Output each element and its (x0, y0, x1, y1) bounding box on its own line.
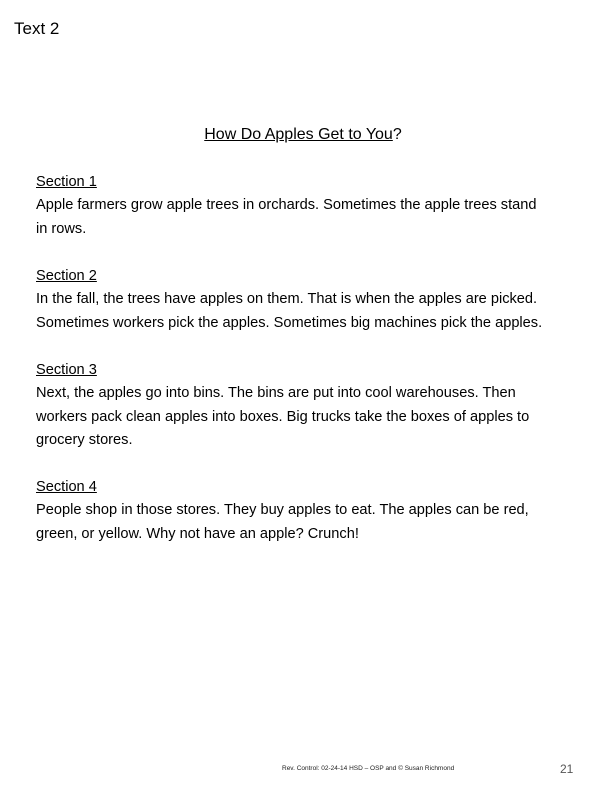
section-line: workers pack clean apples into boxes. Big trucks take the boxes of apples to (36, 408, 530, 425)
section-line: People shop in those stores. They buy apples to eat. The apples can be red, (36, 502, 529, 519)
section-1 (36, 171, 581, 241)
section-3 (36, 359, 581, 453)
section-heading: Section 1 (36, 174, 97, 190)
section-line: In the fall, the trees have apples on them. That is when the apples are picked. (36, 291, 538, 308)
section-line: Apple farmers grow apple trees in orchards. Sometimes the apple trees stand (36, 197, 537, 214)
section-4 (36, 476, 581, 546)
section-line: Sometimes workers pick the apples. Sometimes big machines pick the apples. (36, 314, 543, 331)
title-question-mark: ? (392, 126, 402, 143)
section-line: in rows. (36, 220, 87, 237)
section-line: green, or yellow. Why not have an apple? Crunch! (36, 525, 359, 542)
section-line: Next, the apples go into bins. The bins are put into cool warehouses. Then (36, 385, 516, 402)
section-line: grocery stores. (36, 432, 133, 449)
text-label: Text 2 (14, 19, 60, 38)
footer-revision-text: Rev. Control: 02-24-14 HSD – OSP and © Susan Richmond (282, 765, 455, 772)
section-heading: Section 4 (36, 479, 97, 495)
section-2 (36, 265, 581, 335)
section-heading: Section 2 (36, 268, 97, 284)
title-text: How Do Apples Get to You (204, 126, 393, 143)
section-heading: Section 3 (36, 362, 97, 378)
page-number: 21 (560, 762, 574, 776)
document-title (0, 125, 606, 145)
